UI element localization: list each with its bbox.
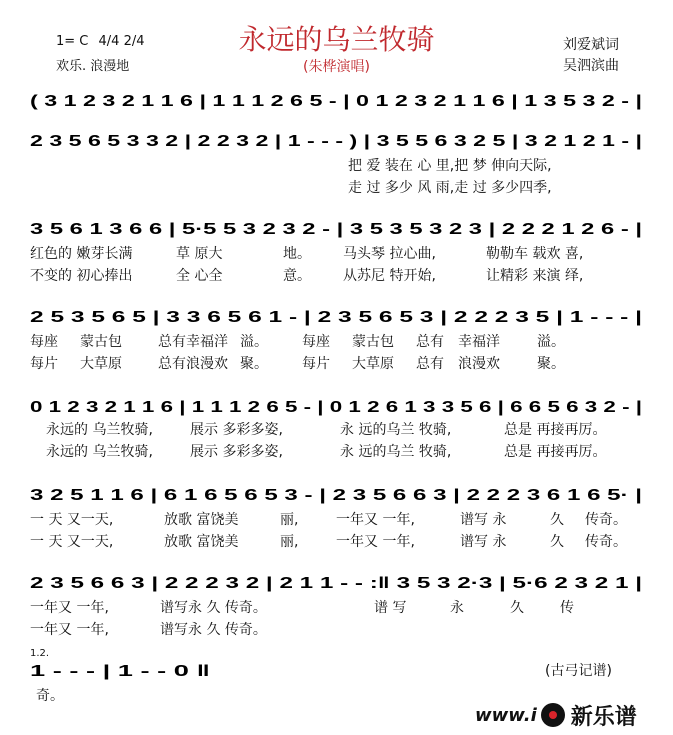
lyric-phrase: 传奇。 bbox=[585, 534, 627, 550]
lyric-phrase: 从苏尼 特开始, bbox=[343, 268, 436, 284]
lyrics-line-7-verse-2 bbox=[0, 619, 673, 639]
lyric-phrase: 展示 多彩多姿, bbox=[190, 444, 283, 460]
lyric-phrase: 一年又 一年, bbox=[336, 512, 415, 528]
notation-line-8 bbox=[0, 658, 260, 682]
notation-line-2 bbox=[0, 128, 673, 152]
lyric-phrase: 蒙古包 bbox=[352, 334, 394, 350]
notation-line-1 bbox=[0, 88, 673, 112]
lyrics-line-2-verse-2 bbox=[0, 177, 673, 197]
lyric-phrase: 总有浪漫欢 bbox=[158, 356, 228, 372]
lyric-phrase: 马头琴 拉心曲, bbox=[343, 246, 436, 262]
lyric-phrase: 谱 写 bbox=[374, 600, 407, 616]
lyric-phrase: 勒勒车 载欢 喜, bbox=[486, 246, 584, 262]
lyric-phrase: 永 远的乌兰 牧骑, bbox=[340, 444, 452, 460]
lyric-phrase: 传 bbox=[560, 600, 574, 616]
song-title: 永远的乌兰牧骑 bbox=[238, 23, 435, 56]
notation-text: 2 3 5 6 6 3 | 2 2 2 3 2 | 2 1 1 - - :‖ 3 5 3 2·3 | 5·6 2 3 2 1 | bbox=[30, 575, 642, 592]
lyric-phrase: 展示 多彩多姿, bbox=[190, 422, 283, 438]
lyric-phrase: 奇。 bbox=[36, 688, 64, 704]
lyric-phrase: 久 bbox=[510, 600, 524, 616]
lyric-phrase: 一 天 又一天, bbox=[30, 512, 114, 528]
lyrics-line-5-verse-2 bbox=[0, 441, 673, 461]
lyrics-line-4-verse-1 bbox=[0, 331, 673, 351]
lyric-phrase: 意。 bbox=[283, 268, 311, 284]
lyric-phrase: 一年又 一年, bbox=[336, 534, 415, 550]
lyric-phrase: 红色的 嫩芽长满 bbox=[30, 246, 133, 262]
lyrics-line-3-verse-2 bbox=[0, 265, 673, 285]
lyric-phrase: 放歌 富饶美 bbox=[164, 512, 239, 528]
volta-mark: 1.2. bbox=[30, 648, 50, 659]
notation-text: 2 3 5 6 5 3 3 2 | 2 2 3 2 | 1 - - - ) | 3 5 5 6 3 2 5 | 3 2 1 2 1 - | bbox=[30, 133, 642, 150]
lyric-phrase: 久 bbox=[550, 534, 564, 550]
lyric-phrase: 浪漫欢 bbox=[458, 356, 500, 372]
lyric-phrase: 聚。 bbox=[537, 356, 565, 372]
lyric-phrase: 谱写 永 bbox=[460, 512, 507, 528]
lyric-phrase: 不变的 初心捧出 bbox=[30, 268, 133, 284]
lyrics-line-2-verse-1 bbox=[0, 155, 673, 175]
notation-text: 0 1 2 3 2 1 1 6 | 1 1 1 2 6 5 - | 0 1 2 6 1 3 3 5 6 | 6 6 5 6 3 2 - | bbox=[30, 399, 642, 416]
lyric-phrase: 大草原 bbox=[80, 356, 122, 372]
lyric-phrase: 放歌 富饶美 bbox=[164, 534, 239, 550]
logo-url: www.i bbox=[475, 704, 537, 726]
notation-text: 1 - - - | 1 - - 0 ‖ bbox=[30, 663, 210, 680]
lyric-phrase: 把 爱 装在 心 里,把 梦 伸向天际, bbox=[348, 158, 552, 174]
notation-text: 3 2 5 1 1 6 | 6 1 6 5 6 5 3 - | 2 3 5 6 6 3 | 2 2 2 3 6 1 6 5· | bbox=[30, 487, 642, 504]
lyrics-line-6-verse-2 bbox=[0, 531, 673, 551]
lyrics-line-7-verse-1 bbox=[0, 597, 673, 617]
lyric-phrase: 地。 bbox=[283, 246, 311, 262]
lyric-phrase: 永 远的乌兰 牧骑, bbox=[340, 422, 452, 438]
lyric-phrase: 久 bbox=[550, 512, 564, 528]
lyric-phrase: 每座 bbox=[30, 334, 58, 350]
composer: 吴泗滨曲 bbox=[563, 58, 619, 74]
notation-text: ( 3 1 2 3 2 1 1 6 | 1 1 1 2 6 5 - | 0 1 2 3 2 1 1 6 | 1 3 5 3 2 - | bbox=[30, 93, 642, 110]
lyric-phrase: 丽, bbox=[280, 534, 299, 550]
lyric-phrase: 蒙古包 bbox=[80, 334, 122, 350]
lyric-phrase: 溢。 bbox=[240, 334, 268, 350]
lyric-phrase: 草 原大 bbox=[176, 246, 223, 262]
lyric-phrase: 每片 bbox=[30, 356, 58, 372]
lyrics-line-6-verse-1 bbox=[0, 509, 673, 529]
lyrics-line-5-verse-1 bbox=[0, 419, 673, 439]
lyric-phrase: 每座 bbox=[302, 334, 330, 350]
lyric-phrase: 大草原 bbox=[352, 356, 394, 372]
lyric-phrase: 一年又 一年, bbox=[30, 622, 109, 638]
notation-line-7 bbox=[0, 570, 673, 594]
lyric-phrase: 永远的 乌兰牧骑, bbox=[46, 422, 153, 438]
notation-text: 2 5 3 5 6 5 | 3 3 6 5 6 1 - | 2 3 5 6 5 3 | 2 2 2 3 5 | 1 - - - | bbox=[30, 309, 642, 326]
lyric-phrase: 永远的 乌兰牧骑, bbox=[46, 444, 153, 460]
transcriber-credit: (古弓记谱) bbox=[545, 663, 612, 679]
lyrics-line-3-verse-1 bbox=[0, 243, 673, 263]
lyric-phrase: 走 过 多少 风 雨,走 过 多少四季, bbox=[348, 180, 552, 196]
lyric-phrase: 一 天 又一天, bbox=[30, 534, 114, 550]
lyrics-line-4-verse-2 bbox=[0, 353, 673, 373]
lyric-phrase: 丽, bbox=[280, 512, 299, 528]
site-logo[interactable] bbox=[475, 702, 637, 728]
lyric-phrase: 总有幸福洋 bbox=[158, 334, 228, 350]
record-disc-icon bbox=[541, 703, 565, 727]
lyric-phrase: 幸福洋 bbox=[458, 334, 500, 350]
lyric-phrase: 谱写 永 bbox=[460, 534, 507, 550]
notation-line-4 bbox=[0, 304, 673, 328]
lyric-phrase: 全 心全 bbox=[176, 268, 223, 284]
lyric-phrase: 永 bbox=[450, 600, 464, 616]
notation-text: 3 5 6 1 3 6 6 | 5·5 5 3 2 3 2 - | 3 5 3 5 3 2 3 | 2 2 2 1 2 6 - | bbox=[30, 221, 642, 238]
lyric-phrase: 总有 bbox=[416, 356, 444, 372]
lyric-phrase: 谱写永 久 传奇。 bbox=[160, 622, 267, 638]
lyric-phrase: 每片 bbox=[302, 356, 330, 372]
lyric-phrase: 总有 bbox=[416, 334, 444, 350]
notation-line-3 bbox=[0, 216, 673, 240]
notation-line-5 bbox=[0, 394, 673, 418]
time-sig: 4/4 2/4 bbox=[98, 34, 145, 49]
lyric-phrase: 谱写永 久 传奇。 bbox=[160, 600, 267, 616]
lyric-phrase: 传奇。 bbox=[585, 512, 627, 528]
notation-line-6 bbox=[0, 482, 673, 506]
singer: (朱桦演唱) bbox=[303, 59, 370, 75]
lyric-phrase: 总是 再接再厉。 bbox=[504, 444, 607, 460]
lyric-phrase: 溢。 bbox=[537, 334, 565, 350]
lyric-phrase: 让精彩 来演 绎, bbox=[486, 268, 584, 284]
lyricist: 刘爱斌词 bbox=[563, 37, 619, 53]
lyric-phrase: 一年又 一年, bbox=[30, 600, 109, 616]
tempo-mood: 欢乐. 浪漫地 bbox=[56, 59, 130, 74]
lyric-phrase: 聚。 bbox=[240, 356, 268, 372]
key-sig: 1= C bbox=[56, 34, 89, 49]
logo-text: 新乐谱 bbox=[570, 704, 637, 730]
lyric-phrase: 总是 再接再厉。 bbox=[504, 422, 607, 438]
